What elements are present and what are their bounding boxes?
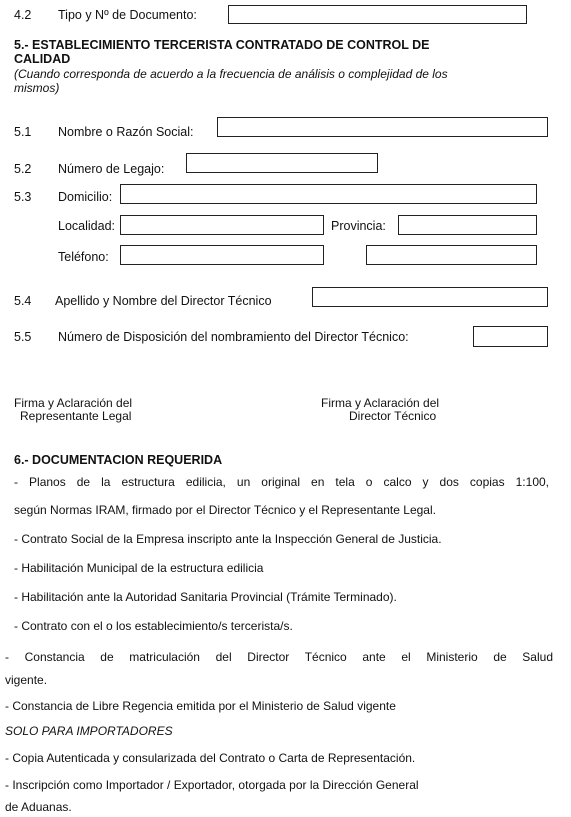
file-number-label: Número de Legajo: <box>58 162 165 176</box>
requirement-municipal-permit: - Habilitación Municipal de la estructura edilicia <box>14 561 264 575</box>
section-5-title: 5.- ESTABLECIMIENTO TERCERISTA CONTRATADO DE CONTROL DE <box>14 38 430 52</box>
requirement-third-party-contract: - Contrato con el o los establecimiento/s tercerista/s. <box>14 619 293 633</box>
phone-field-secondary[interactable] <box>366 245 537 265</box>
importers-heading: SOLO PARA IMPORTADORES <box>5 724 173 738</box>
section-5-subtitle-cont: mismos) <box>14 81 60 95</box>
province-field[interactable] <box>398 215 537 235</box>
director-signature-label-cont: Director Técnico <box>349 409 437 423</box>
requirement-free-regency-certificate: - Constancia de Libre Regencia emitida por el Ministerio de Salud vigente <box>5 699 396 713</box>
legal-rep-signature-label: Firma y Aclaración del <box>14 396 133 410</box>
requirement-building-plans: - Planos de la estructura edilicia, un original en tela o calco y dos copias 1:100, <box>14 475 549 489</box>
business-name-field[interactable] <box>217 117 548 137</box>
legal-rep-signature-label-cont: Representante Legal <box>20 409 132 423</box>
file-number-field[interactable] <box>186 153 378 173</box>
business-name-label: Nombre o Razón Social: <box>58 125 194 139</box>
address-field[interactable] <box>120 184 537 204</box>
item-number-5-1: 5.1 <box>14 125 32 139</box>
section-5-title-cont: CALIDAD <box>14 52 71 66</box>
phone-label: Teléfono: <box>58 250 109 264</box>
address-label: Domicilio: <box>58 190 113 204</box>
requirement-social-contract: - Contrato Social de la Empresa inscripto ante la Inspección General de Justicia. <box>14 532 442 546</box>
section-5-subtitle: (Cuando corresponda de acuerdo a la frecuencia de análisis o complejidad de los <box>14 67 448 81</box>
requirement-representation-contract: - Copia Autenticada y consularizada del Contrato o Carta de Representación. <box>5 751 416 765</box>
appointment-disposition-field[interactable] <box>473 326 548 347</box>
locality-field[interactable] <box>120 215 324 235</box>
document-type-label: Tipo y Nº de Documento: <box>58 8 197 22</box>
requirement-importer-registration: - Inscripción como Importador / Exportador, otorgada por la Dirección General <box>5 778 419 792</box>
technical-director-name-field[interactable] <box>312 287 548 307</box>
requirement-importer-registration-cont: de Aduanas. <box>5 800 72 814</box>
phone-field[interactable] <box>120 245 324 265</box>
requirement-director-registration-cont: vigente. <box>5 673 48 687</box>
document-type-field[interactable] <box>228 5 527 24</box>
item-number-5-5: 5.5 <box>14 330 32 344</box>
locality-label: Localidad: <box>58 219 115 233</box>
item-number-5-3: 5.3 <box>14 190 32 204</box>
section-6-title: 6.- DOCUMENTACION REQUERIDA <box>14 453 223 467</box>
director-signature-label: Firma y Aclaración del <box>321 396 440 410</box>
item-number-5-2: 5.2 <box>14 162 32 176</box>
requirement-sanitary-permit: - Habilitación ante la Autoridad Sanitaria Provincial (Trámite Terminado). <box>14 590 397 604</box>
requirement-building-plans-cont: según Normas IRAM, firmado por el Director Técnico y el Representante Legal. <box>14 503 436 517</box>
item-number-5-4: 5.4 <box>14 294 32 308</box>
requirement-director-registration: - Constancia de matriculación del Director Técnico ante el Ministerio de Salud <box>5 650 553 664</box>
technical-director-name-label: Apellido y Nombre del Director Técnico <box>55 294 272 308</box>
appointment-disposition-label: Número de Disposición del nombramiento del Director Técnico: <box>58 330 409 344</box>
province-label: Provincia: <box>331 219 386 233</box>
item-number-4-2: 4.2 <box>14 8 32 22</box>
